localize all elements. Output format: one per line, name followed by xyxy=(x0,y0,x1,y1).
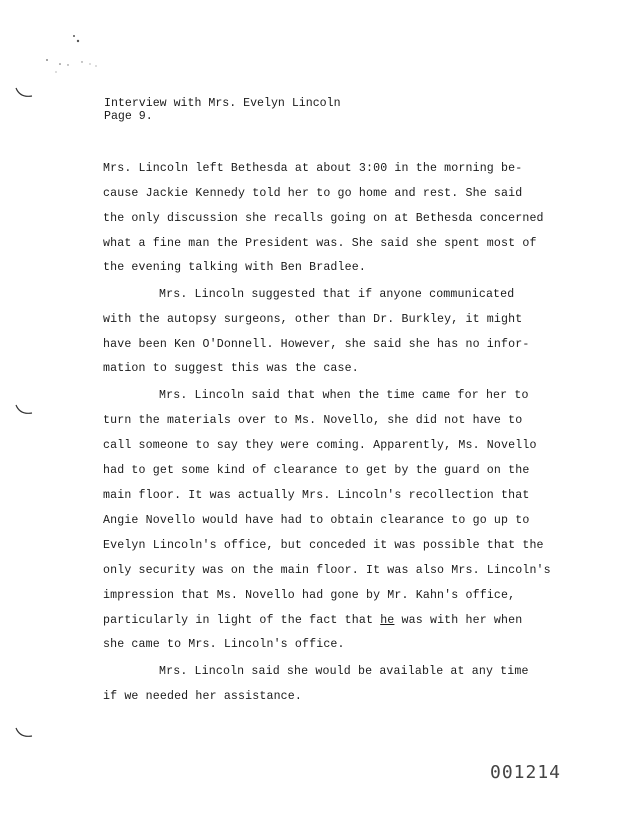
body-line: had to get some kind of clearance to get by the guard on the xyxy=(103,464,530,477)
punch-hole-mark-top xyxy=(14,86,36,100)
body-line: the only discussion she recalls going on at Bethesda concerned xyxy=(103,212,544,225)
body-line: only security was on the main floor. It was also Mrs. Lincoln's xyxy=(103,564,551,577)
body-line: mation to suggest this was the case. xyxy=(103,362,359,375)
bates-number: 001214 xyxy=(490,762,562,783)
scan-specks-decoration xyxy=(38,32,108,82)
underlined-word: he xyxy=(380,614,395,627)
body-line: impression that Ms. Novello had gone by Mr. Kahn's office, xyxy=(103,589,516,602)
body-line: have been Ken O'Donnell. However, she said she has no infor- xyxy=(103,338,530,351)
body-line: what a fine man the President was. She said she spent most of xyxy=(103,237,537,250)
body-line: Mrs. Lincoln said she would be available at any time xyxy=(159,665,529,678)
punch-hole-mark-middle xyxy=(14,403,36,417)
body-line: she came to Mrs. Lincoln's office. xyxy=(103,638,345,651)
body-line: Evelyn Lincoln's office, but conceded it was possible that the xyxy=(103,539,544,552)
body-line: the evening talking with Ben Bradlee. xyxy=(103,261,366,274)
body-line: Mrs. Lincoln left Bethesda at about 3:00 in the morning be- xyxy=(103,162,523,175)
body-line: Mrs. Lincoln suggested that if anyone communicated xyxy=(159,288,515,301)
body-line: if we needed her assistance. xyxy=(103,690,303,703)
body-line-segment: particularly in light of the fact that xyxy=(103,614,381,627)
header-title: Interview with Mrs. Evelyn Lincoln xyxy=(104,97,341,110)
body-line: turn the materials over to Ms. Novello, she did not have to xyxy=(103,414,523,427)
body-line: Mrs. Lincoln said that when the time came for her to xyxy=(159,389,529,402)
punch-hole-mark-bottom xyxy=(14,726,36,740)
body-line: with the autopsy surgeons, other than Dr. Burkley, it might xyxy=(103,313,523,326)
body-line: cause Jackie Kennedy told her to go home and rest. She said xyxy=(103,187,523,200)
body-line-segment: was with her when xyxy=(401,614,523,627)
body-line: main floor. It was actually Mrs. Lincoln's recollection that xyxy=(103,489,530,502)
body-line: call someone to say they were coming. Apparently, Ms. Novello xyxy=(103,439,537,452)
header-page-number: Page 9. xyxy=(104,110,153,123)
body-line: Angie Novello would have had to obtain clearance to go up to xyxy=(103,514,530,527)
body-line xyxy=(103,614,522,628)
document-header xyxy=(104,97,341,123)
